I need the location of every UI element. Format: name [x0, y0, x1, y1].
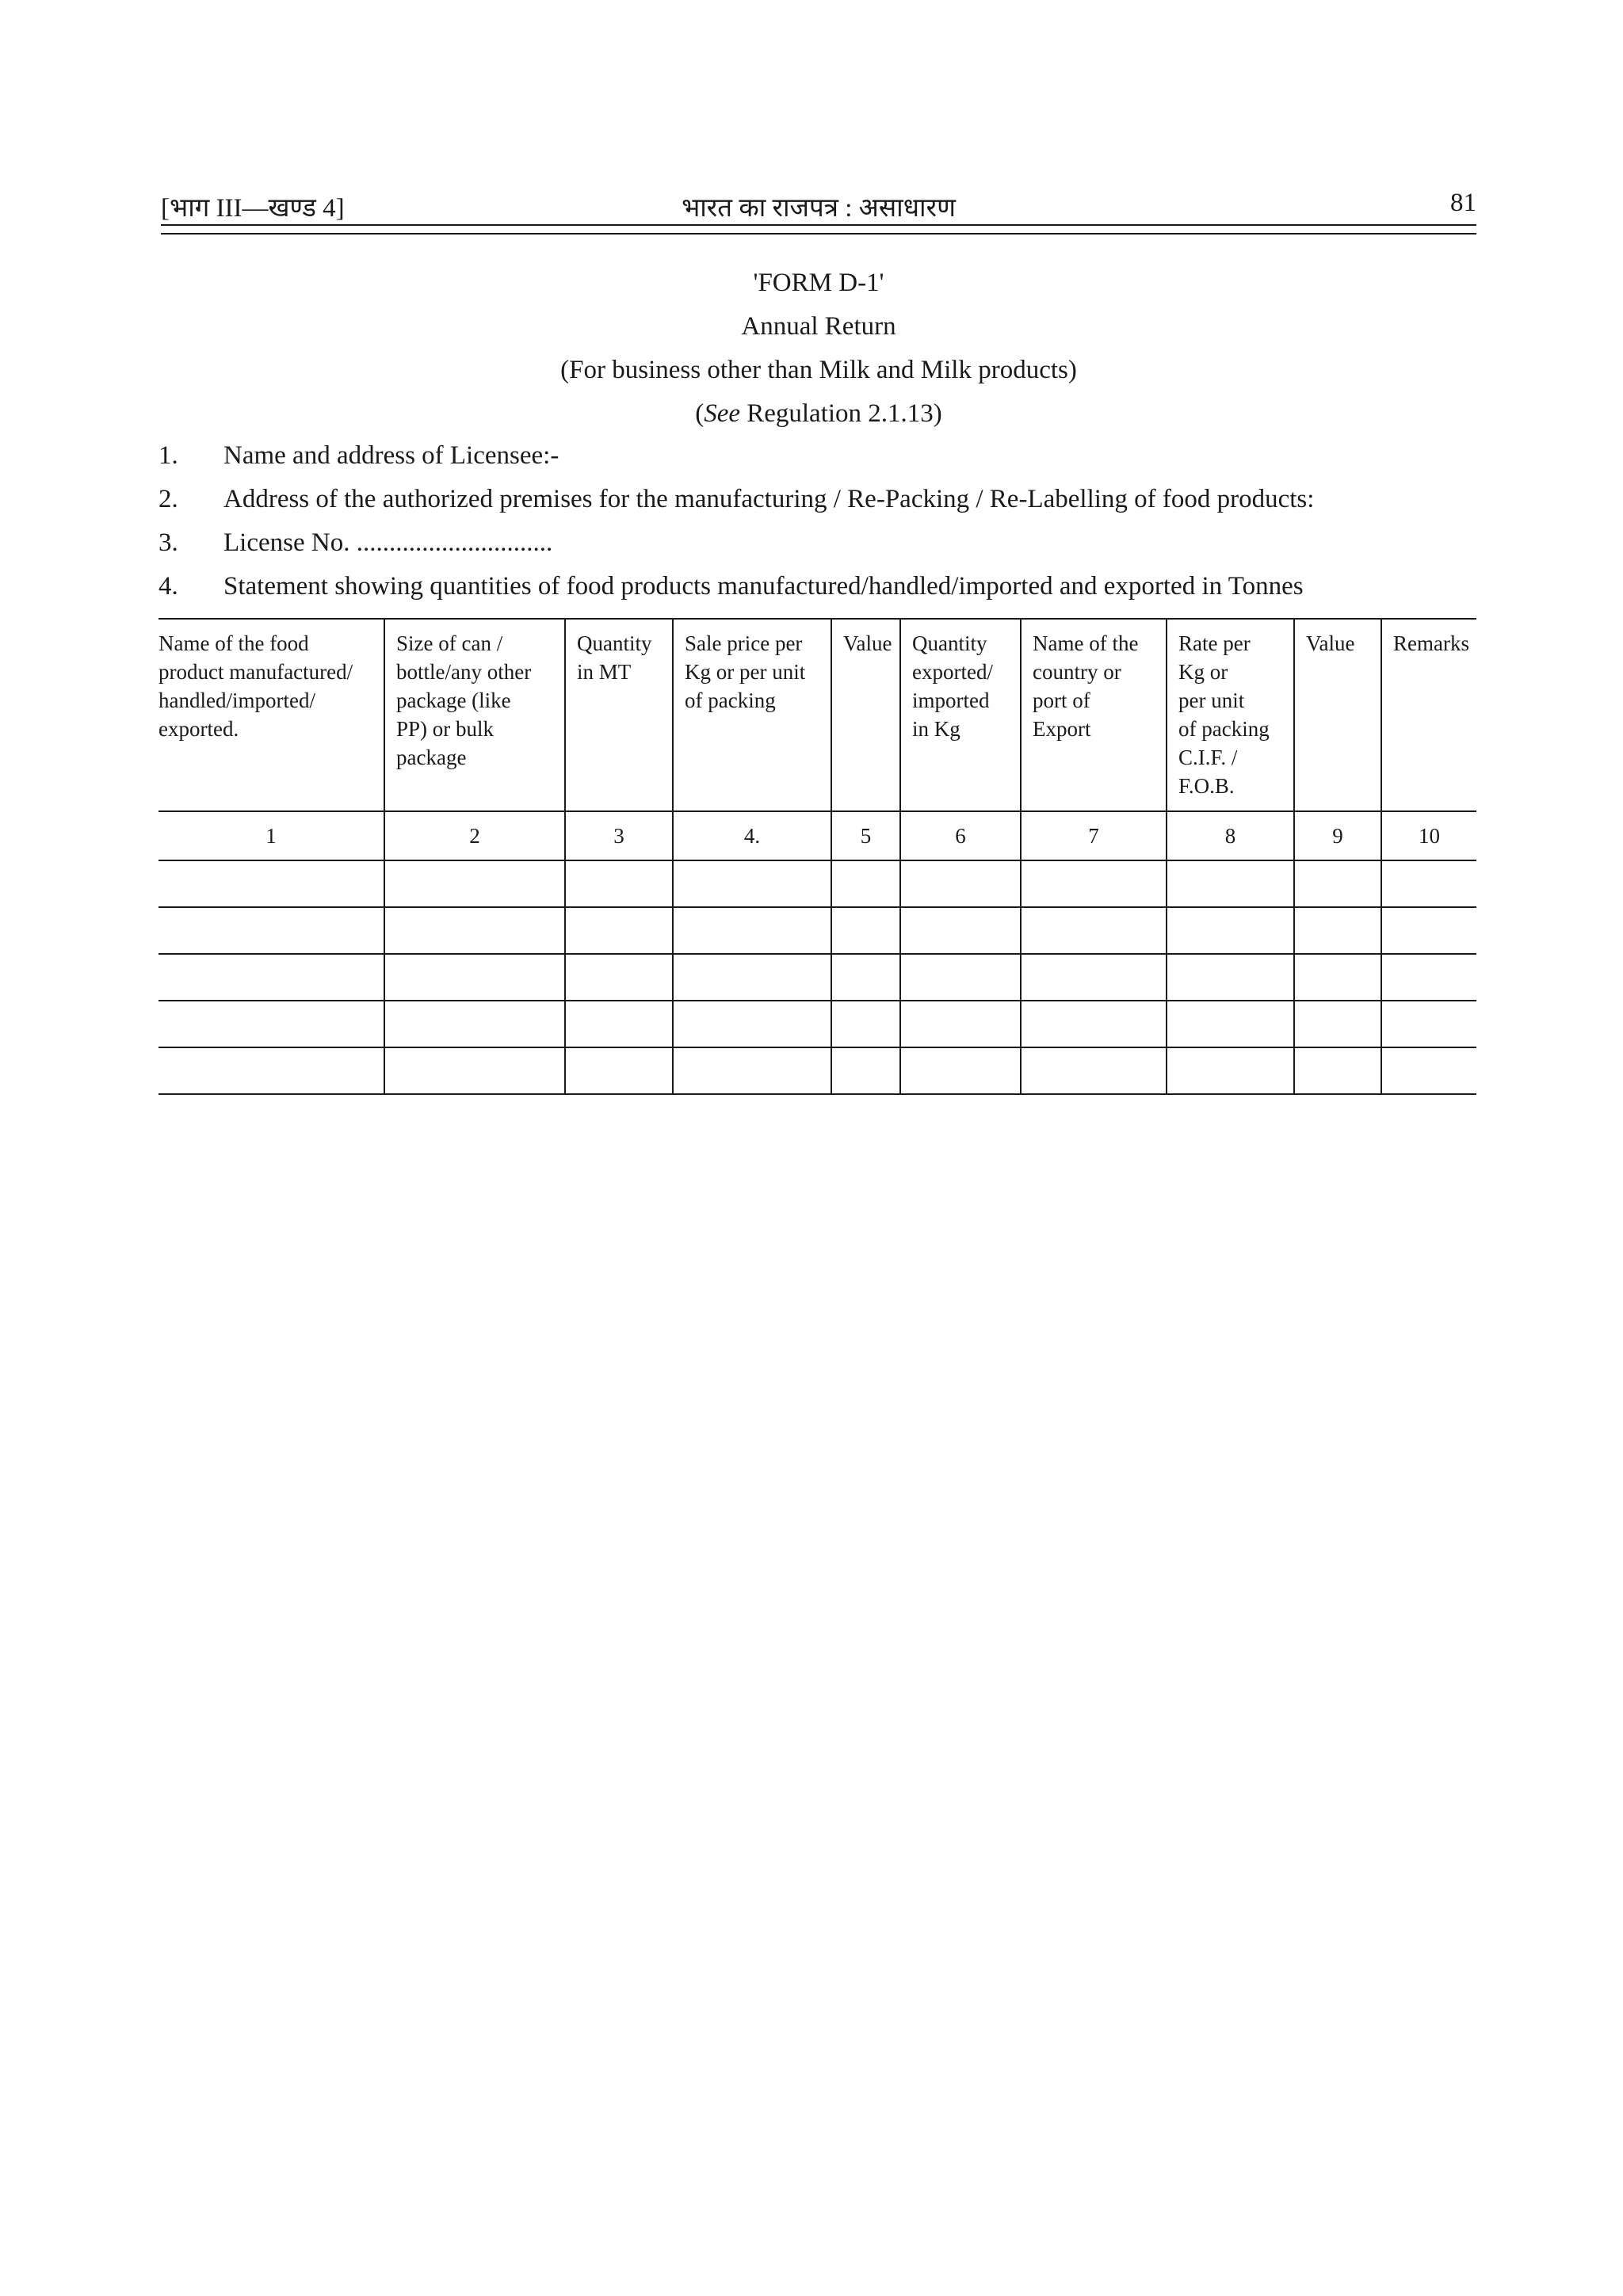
table-cell[interactable]: [900, 954, 1021, 1001]
statement-table-wrapper: [158, 618, 1476, 1095]
column-header: Quantity in MT: [565, 619, 673, 811]
table-cell[interactable]: [158, 1047, 384, 1094]
table-cell[interactable]: [384, 907, 565, 954]
table-cell[interactable]: [831, 1047, 900, 1094]
table-cell[interactable]: [565, 954, 673, 1001]
table-cell[interactable]: [384, 860, 565, 907]
table-cell[interactable]: [1294, 1001, 1381, 1047]
list-item: [158, 478, 1506, 521]
header-page-number: 81: [1450, 189, 1476, 217]
table-cell[interactable]: [384, 1047, 565, 1094]
table-cell[interactable]: [1294, 1047, 1381, 1094]
item-number: 3.: [158, 528, 178, 557]
column-header: Rate per Kg or per unit of packing C.I.F. / F.O.B.: [1167, 619, 1294, 811]
item-number: 2.: [158, 485, 178, 513]
header-rule-top: [161, 224, 1476, 226]
table-row: [158, 860, 1476, 907]
header-rule-bottom: [161, 233, 1476, 235]
column-number: 1: [158, 811, 384, 860]
column-number: 6: [900, 811, 1021, 860]
table-cell[interactable]: [1167, 860, 1294, 907]
table-cell[interactable]: [1021, 907, 1167, 954]
list-item: [158, 434, 1506, 478]
table-cell[interactable]: [673, 907, 831, 954]
table-cell[interactable]: [831, 1001, 900, 1047]
column-number: 2: [384, 811, 565, 860]
table-cell[interactable]: [565, 860, 673, 907]
form-reference: [161, 392, 1476, 436]
table-cell[interactable]: [673, 1001, 831, 1047]
reference-open: (: [695, 399, 705, 428]
table-row: [158, 1047, 1476, 1094]
column-header: Name of the country or port of Export: [1021, 619, 1167, 811]
column-number-row: [158, 811, 1476, 860]
column-header: Value: [831, 619, 900, 811]
item-number: 1.: [158, 441, 178, 470]
table-cell[interactable]: [1381, 860, 1476, 907]
table-cell[interactable]: [1167, 907, 1294, 954]
column-header: Value: [1294, 619, 1381, 811]
table-cell[interactable]: [1381, 907, 1476, 954]
table-cell[interactable]: [1021, 860, 1167, 907]
header-part-section: [भाग III—खण्ड 4]: [161, 194, 345, 223]
table-row: [158, 1001, 1476, 1047]
table-cell[interactable]: [900, 1001, 1021, 1047]
table-cell[interactable]: [831, 954, 900, 1001]
table-cell[interactable]: [565, 1001, 673, 1047]
table-cell[interactable]: [831, 860, 900, 907]
column-header: Sale price per Kg or per unit of packing: [673, 619, 831, 811]
table-cell[interactable]: [384, 1001, 565, 1047]
column-number: 5: [831, 811, 900, 860]
column-number: 7: [1021, 811, 1167, 860]
table-cell[interactable]: [900, 907, 1021, 954]
table-cell[interactable]: [565, 907, 673, 954]
table-cell[interactable]: [673, 860, 831, 907]
statement-table: [158, 618, 1476, 1095]
table-cell[interactable]: [831, 907, 900, 954]
table-cell[interactable]: [1167, 1001, 1294, 1047]
form-title: 'FORM D-1': [753, 269, 884, 297]
table-cell[interactable]: [900, 1047, 1021, 1094]
table-cell[interactable]: [673, 954, 831, 1001]
numbered-items: [158, 434, 1506, 608]
column-header: Name of the food product manufactured/ handled/imported/ exported.: [158, 619, 384, 811]
column-number: 10: [1381, 811, 1476, 860]
table-cell[interactable]: [158, 954, 384, 1001]
table-cell[interactable]: [1294, 954, 1381, 1001]
column-header: Remarks: [1381, 619, 1476, 811]
item-text: Statement showing quantities of food products manufactured/handled/imported and exported in Tonnes: [223, 572, 1304, 601]
form-titles: [161, 261, 1476, 436]
table-cell[interactable]: [158, 907, 384, 954]
table-cell[interactable]: [1167, 954, 1294, 1001]
table-cell[interactable]: [1167, 1047, 1294, 1094]
reference-see: See: [704, 399, 740, 428]
column-number: 8: [1167, 811, 1294, 860]
list-item: [158, 565, 1506, 608]
table-cell[interactable]: [565, 1047, 673, 1094]
column-number: 3: [565, 811, 673, 860]
table-cell[interactable]: [1381, 1001, 1476, 1047]
table-cell[interactable]: [1381, 1047, 1476, 1094]
table-cell[interactable]: [384, 954, 565, 1001]
item-text: Name and address of Licensee:-: [223, 441, 559, 470]
list-item: [158, 521, 1506, 565]
column-number: 4.: [673, 811, 831, 860]
column-number: 9: [1294, 811, 1381, 860]
table-cell[interactable]: [1294, 860, 1381, 907]
table-cell[interactable]: [1294, 907, 1381, 954]
column-header: Size of can / bottle/any other package (like PP) or bulk package: [384, 619, 565, 811]
column-header: Quantity exported/ imported in Kg: [900, 619, 1021, 811]
form-scope: (For business other than Milk and Milk products): [560, 356, 1077, 384]
item-text: Address of the authorized premises for the manufacturing / Re-Packing / Re-Labelling of food products:: [223, 485, 1315, 513]
reference-rest: Regulation 2.1.13): [739, 399, 942, 428]
item-number: 4.: [158, 572, 178, 601]
table-cell[interactable]: [1381, 954, 1476, 1001]
table-header-row: [158, 619, 1476, 811]
table-row: [158, 907, 1476, 954]
table-cell[interactable]: [158, 1001, 384, 1047]
table-cell[interactable]: [1021, 1001, 1167, 1047]
table-row: [158, 954, 1476, 1001]
running-header: [161, 184, 1476, 223]
table-cell[interactable]: [158, 860, 384, 907]
table-cell[interactable]: [1021, 954, 1167, 1001]
header-gazette-title: भारत का राजपत्र : असाधारण: [682, 194, 956, 223]
table-cell[interactable]: [1021, 1047, 1167, 1094]
item-text: License No. ..............................: [223, 528, 553, 557]
table-cell[interactable]: [673, 1047, 831, 1094]
table-cell[interactable]: [900, 860, 1021, 907]
form-subtitle: Annual Return: [741, 312, 896, 341]
